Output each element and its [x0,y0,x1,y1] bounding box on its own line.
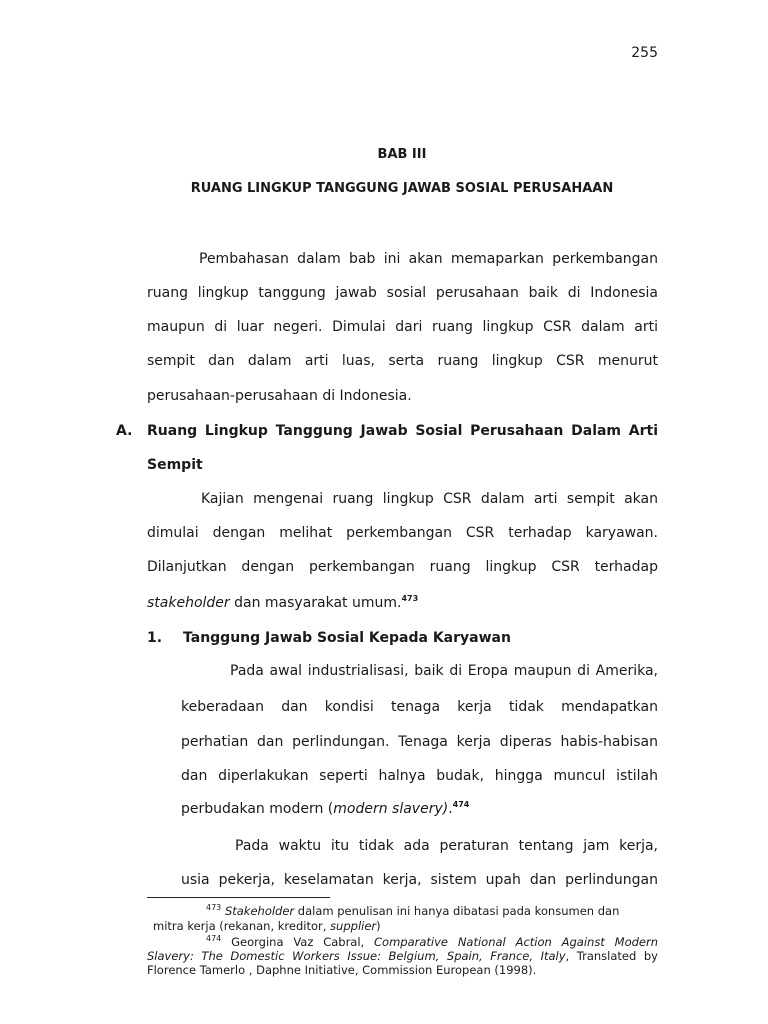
sub1-para1-line-3: perhatian dan perlindungan. Tenaga kerja diperas habis-habisan [181,734,658,750]
intro-line-3: maupun di luar negeri. Dimulai dari ruang lingkup CSR dalam arti [147,319,658,335]
sub1-para2-line-1: Pada waktu itu tidak ada peraturan tentang jam kerja, [235,838,658,854]
intro-line-1: Pembahasan dalam bab ini akan memaparkan perkembangan [199,251,658,267]
footnote-473-text-2-end: ) [376,919,381,933]
footnote-ref-474[interactable]: 474 [452,800,470,809]
subsection-1-title: Tanggung Jawab Sosial Kepada Karyawan [183,630,511,646]
page-number: 255 [631,45,658,61]
section-a-line-4 [147,594,418,612]
section-a-line-2: dimulai dengan melihat perkembangan CSR terhadap karyawan. [147,525,658,541]
section-a-title-line2: Sempit [147,457,203,473]
section-a-title-line1: Ruang Lingkup Tanggung Jawab Sosial Perusahaan Dalam Arti [147,423,658,439]
footnote-474-title-2: Slavery: The Domestic Workers Issue: Belgium, Spain, France, Italy [147,949,566,963]
footnote-473-term: Stakeholder [224,904,295,918]
intro-line-5: perusahaan-perusahaan di Indonesia. [147,388,412,404]
sub1-para1-line-2: keberadaan dan kondisi tenaga kerja tidak mendapatkan [181,699,658,715]
footnote-473-text-2: mitra kerja (rekanan, kreditor, [153,919,331,933]
footnote-473-text-1: dalam penulisan ini hanya dibatasi pada konsumen dan [294,904,620,918]
sub1-para1-line-5 [181,800,469,818]
stakeholder-term: stakeholder [147,595,230,611]
sub1-para2-line-2: usia pekerja, keselamatan kerja, sistem upah dan perlindungan [181,872,658,888]
intro-line-2: ruang lingkup tanggung jawab sosial perusahaan baik di Indonesia [147,285,658,301]
sub1-para1-line-5-post: . [448,801,453,817]
modern-slavery-term: modern slavery) [333,801,449,817]
section-a-line-1: Kajian mengenai ruang lingkup CSR dalam arti sempit akan [201,491,658,507]
footnote-474-author: Georgina Vaz Cabral, [231,935,375,949]
footnote-474-line-3: Florence Tamerlo , Daphne Initiative, Commission European (1998). [147,963,537,977]
sub1-para1-line-4: dan diperlakukan seperti halnya budak, hingga muncul istilah [181,768,658,784]
footnote-474-translator: , Translated by [565,949,658,963]
footnote-473-line-1 [206,904,619,918]
subsection-1-marker: 1. [147,630,163,646]
intro-line-4: sempit dan dalam arti luas, serta ruang lingkup CSR menurut [147,353,658,369]
footnote-473-number: 473 [206,903,222,912]
chapter-title: RUANG LINGKUP TANGGUNG JAWAB SOSIAL PERUSAHAAN [190,181,614,196]
sub1-para1-line-1: Pada awal industrialisasi, baik di Eropa maupun di Amerika, [230,663,658,679]
footnote-473-supplier: supplier [330,919,377,933]
footnote-474-number: 474 [206,934,222,943]
footnote-474-line-2 [147,949,658,963]
footnote-474-line-1 [206,935,658,949]
section-a-marker: A. [116,423,133,439]
sub1-para1-line-5-pre: perbudakan modern ( [181,801,334,817]
footnote-474-title-1: Comparative National Action Against Modern [374,935,658,949]
section-a-line-3: Dilanjutkan dengan perkembangan ruang lingkup CSR terhadap [147,559,658,575]
footnote-divider [147,897,330,898]
section-a-line-4-rest: dan masyarakat umum. [229,595,402,611]
footnote-ref-473[interactable]: 473 [401,594,419,603]
footnote-473-line-2 [153,919,381,933]
chapter-label: BAB III [377,147,427,162]
